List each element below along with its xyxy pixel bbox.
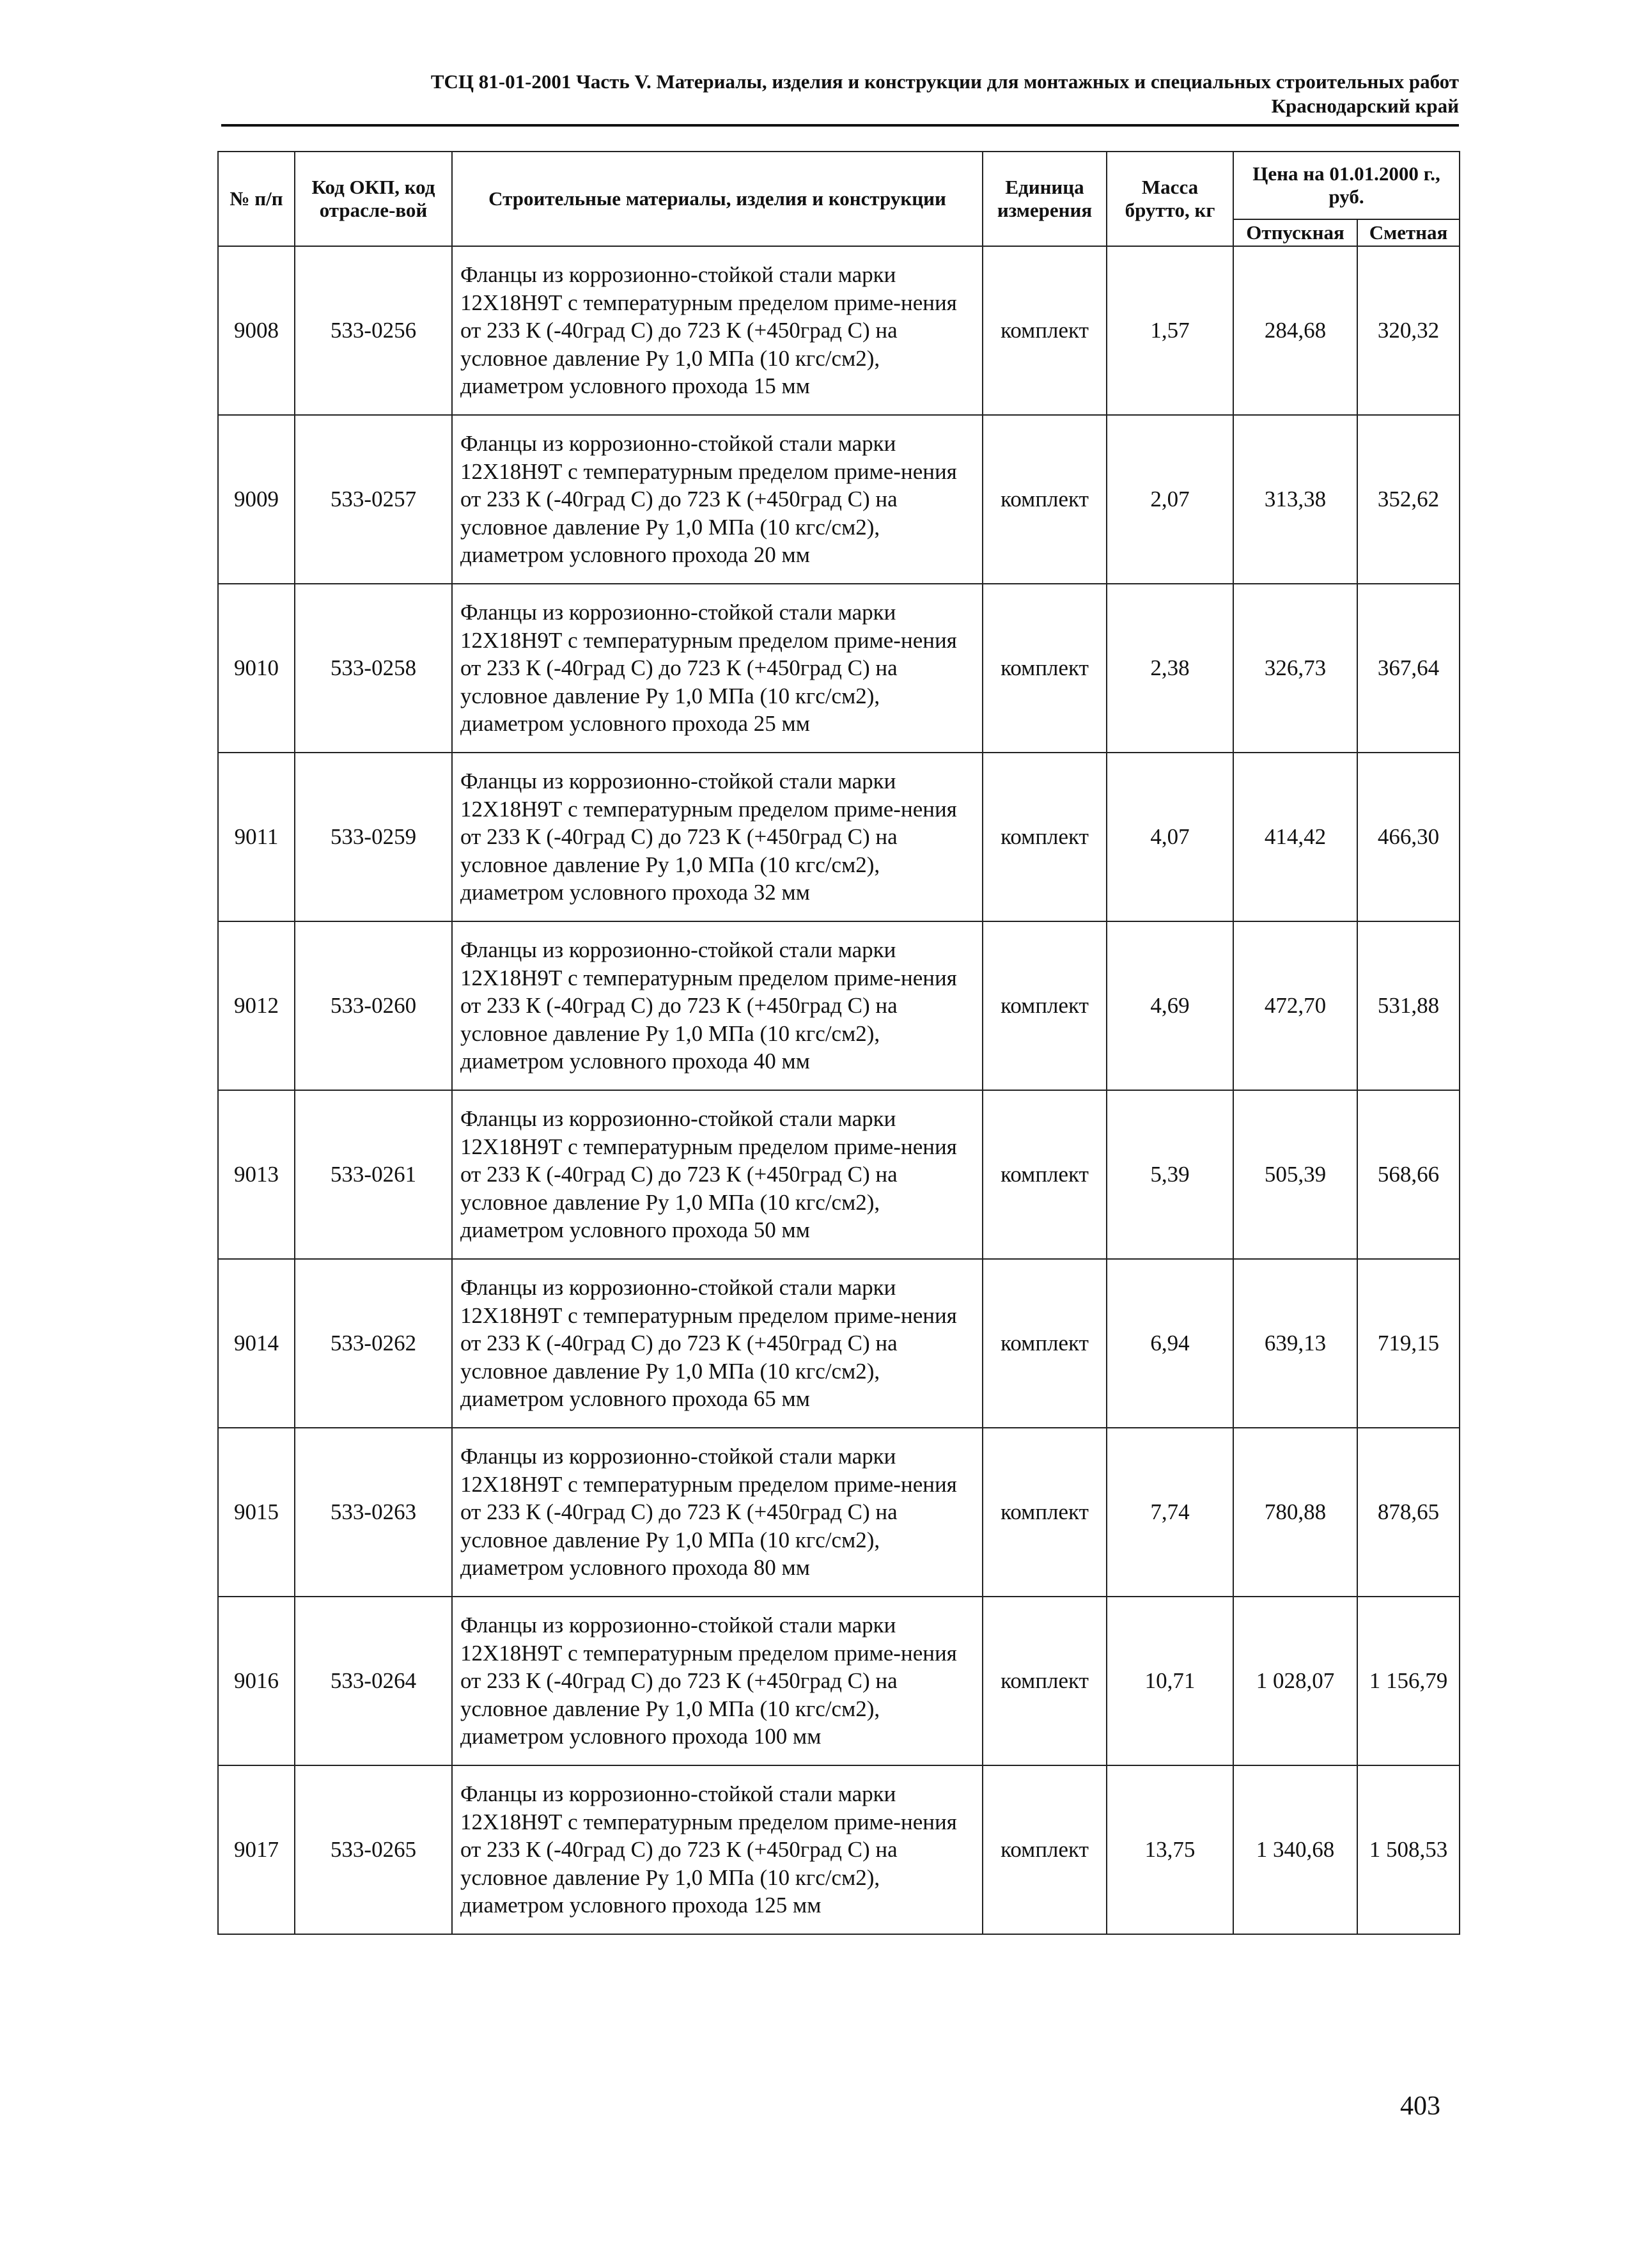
cell-desc: Фланцы из коррозионно-стойкой стали марки 12Х18Н9Т с температурным пределом приме-нения от 233 К (-40град С) до 723 К (+450град С) на условное давление Ру 1,0 МПа (10 кгс/см2), диаметром условного прохода 20 мм — [452, 415, 983, 584]
cell-unit: комплект — [983, 415, 1107, 584]
cell-desc: Фланцы из коррозионно-стойкой стали марки 12Х18Н9Т с температурным пределом приме-нения от 233 К (-40град С) до 723 К (+450град С) на условное давление Ру 1,0 МПа (10 кгс/см2), диаметром условного прохода 80 мм — [452, 1428, 983, 1597]
col-header-num: № п/п — [218, 152, 295, 246]
cell-mass: 4,69 — [1107, 921, 1233, 1090]
cell-code: 533-0261 — [295, 1090, 452, 1259]
cell-price-estimate: 568,66 — [1357, 1090, 1460, 1259]
cell-price-release: 780,88 — [1233, 1428, 1357, 1597]
table-row — [218, 1090, 1460, 1259]
cell-price-release: 284,68 — [1233, 246, 1357, 415]
cell-price-release: 639,13 — [1233, 1259, 1357, 1428]
cell-price-estimate: 320,32 — [1357, 246, 1460, 415]
cell-num: 9014 — [218, 1259, 295, 1428]
cell-num: 9012 — [218, 921, 295, 1090]
cell-num: 9013 — [218, 1090, 295, 1259]
running-header-region: Краснодарский край — [1271, 95, 1459, 117]
cell-code: 533-0263 — [295, 1428, 452, 1597]
table-row — [218, 584, 1460, 753]
cell-price-release: 1 340,68 — [1233, 1765, 1357, 1934]
cell-unit: комплект — [983, 1259, 1107, 1428]
cell-num: 9017 — [218, 1765, 295, 1934]
cell-num: 9008 — [218, 246, 295, 415]
cell-desc: Фланцы из коррозионно-стойкой стали марки 12Х18Н9Т с температурным пределом приме-нения от 233 К (-40град С) до 723 К (+450град С) на условное давление Ру 1,0 МПа (10 кгс/см2), диаметром условного прохода 40 мм — [452, 921, 983, 1090]
table-row — [218, 1259, 1460, 1428]
cell-price-estimate: 1 156,79 — [1357, 1597, 1460, 1765]
cell-code: 533-0264 — [295, 1597, 452, 1765]
cell-mass: 7,74 — [1107, 1428, 1233, 1597]
cell-desc: Фланцы из коррозионно-стойкой стали марки 12Х18Н9Т с температурным пределом приме-нения от 233 К (-40град С) до 723 К (+450град С) на условное давление Ру 1,0 МПа (10 кгс/см2), диаметром условного прохода 15 мм — [452, 246, 983, 415]
cell-price-release: 472,70 — [1233, 921, 1357, 1090]
cell-code: 533-0256 — [295, 246, 452, 415]
cell-price-estimate: 352,62 — [1357, 415, 1460, 584]
cell-desc: Фланцы из коррозионно-стойкой стали марки 12Х18Н9Т с температурным пределом приме-нения от 233 К (-40град С) до 723 К (+450град С) на условное давление Ру 1,0 МПа (10 кгс/см2), диаметром условного прохода 50 мм — [452, 1090, 983, 1259]
cell-unit: комплект — [983, 921, 1107, 1090]
cell-mass: 1,57 — [1107, 246, 1233, 415]
cell-unit: комплект — [983, 1428, 1107, 1597]
table-row — [218, 246, 1460, 415]
cell-price-release: 1 028,07 — [1233, 1597, 1357, 1765]
cell-price-release: 326,73 — [1233, 584, 1357, 753]
price-table — [217, 151, 1460, 1935]
cell-unit: комплект — [983, 1765, 1107, 1934]
col-header-price-release: Отпускная — [1233, 219, 1357, 246]
col-header-code: Код ОКП, код отрасле-вой — [295, 152, 452, 246]
cell-price-release: 414,42 — [1233, 753, 1357, 921]
cell-mass: 2,38 — [1107, 584, 1233, 753]
table-row — [218, 1765, 1460, 1934]
col-header-unit: Единица измерения — [983, 152, 1107, 246]
cell-desc: Фланцы из коррозионно-стойкой стали марки 12Х18Н9Т с температурным пределом приме-нения от 233 К (-40град С) до 723 К (+450град С) на условное давление Ру 1,0 МПа (10 кгс/см2), диаметром условного прохода 32 мм — [452, 753, 983, 921]
cell-num: 9009 — [218, 415, 295, 584]
col-header-desc: Строительные материалы, изделия и конструкции — [452, 152, 983, 246]
cell-mass: 13,75 — [1107, 1765, 1233, 1934]
running-header-title: ТСЦ 81-01-2001 Часть V. Материалы, изделия и конструкции для монтажных и специальных строительных работ — [430, 70, 1459, 93]
cell-price-estimate: 531,88 — [1357, 921, 1460, 1090]
cell-desc: Фланцы из коррозионно-стойкой стали марки 12Х18Н9Т с температурным пределом приме-нения от 233 К (-40град С) до 723 К (+450град С) на условное давление Ру 1,0 МПа (10 кгс/см2), диаметром условного прохода 65 мм — [452, 1259, 983, 1428]
cell-price-estimate: 466,30 — [1357, 753, 1460, 921]
table-row — [218, 415, 1460, 584]
table-row — [218, 921, 1460, 1090]
cell-code: 533-0259 — [295, 753, 452, 921]
table-row — [218, 1428, 1460, 1597]
cell-mass: 2,07 — [1107, 415, 1233, 584]
cell-unit: комплект — [983, 1597, 1107, 1765]
cell-price-release: 313,38 — [1233, 415, 1357, 584]
cell-price-estimate: 367,64 — [1357, 584, 1460, 753]
cell-code: 533-0258 — [295, 584, 452, 753]
cell-unit: комплект — [983, 246, 1107, 415]
cell-mass: 6,94 — [1107, 1259, 1233, 1428]
cell-num: 9015 — [218, 1428, 295, 1597]
cell-num: 9010 — [218, 584, 295, 753]
col-header-mass: Масса брутто, кг — [1107, 152, 1233, 246]
cell-code: 533-0257 — [295, 415, 452, 584]
cell-unit: комплект — [983, 753, 1107, 921]
cell-mass: 10,71 — [1107, 1597, 1233, 1765]
table-row — [218, 753, 1460, 921]
cell-unit: комплект — [983, 584, 1107, 753]
cell-mass: 5,39 — [1107, 1090, 1233, 1259]
cell-desc: Фланцы из коррозионно-стойкой стали марки 12Х18Н9Т с температурным пределом приме-нения от 233 К (-40град С) до 723 К (+450град С) на условное давление Ру 1,0 МПа (10 кгс/см2), диаметром условного прохода 125 мм — [452, 1765, 983, 1934]
cell-price-release: 505,39 — [1233, 1090, 1357, 1259]
cell-price-estimate: 719,15 — [1357, 1259, 1460, 1428]
cell-price-estimate: 878,65 — [1357, 1428, 1460, 1597]
cell-unit: комплект — [983, 1090, 1107, 1259]
cell-code: 533-0260 — [295, 921, 452, 1090]
col-header-price-estimate: Сметная — [1357, 219, 1460, 246]
cell-num: 9016 — [218, 1597, 295, 1765]
cell-mass: 4,07 — [1107, 753, 1233, 921]
cell-code: 533-0265 — [295, 1765, 452, 1934]
table-row — [218, 1597, 1460, 1765]
cell-code: 533-0262 — [295, 1259, 452, 1428]
col-header-price-group: Цена на 01.01.2000 г., руб. — [1233, 152, 1460, 219]
cell-desc: Фланцы из коррозионно-стойкой стали марки 12Х18Н9Т с температурным пределом приме-нения от 233 К (-40град С) до 723 К (+450град С) на условное давление Ру 1,0 МПа (10 кгс/см2), диаметром условного прохода 100 мм — [452, 1597, 983, 1765]
cell-num: 9011 — [218, 753, 295, 921]
header-rule — [221, 124, 1459, 127]
page-number: 403 — [1400, 2091, 1440, 2121]
cell-desc: Фланцы из коррозионно-стойкой стали марки 12Х18Н9Т с температурным пределом приме-нения от 233 К (-40град С) до 723 К (+450град С) на условное давление Ру 1,0 МПа (10 кгс/см2), диаметром условного прохода 25 мм — [452, 584, 983, 753]
cell-price-estimate: 1 508,53 — [1357, 1765, 1460, 1934]
